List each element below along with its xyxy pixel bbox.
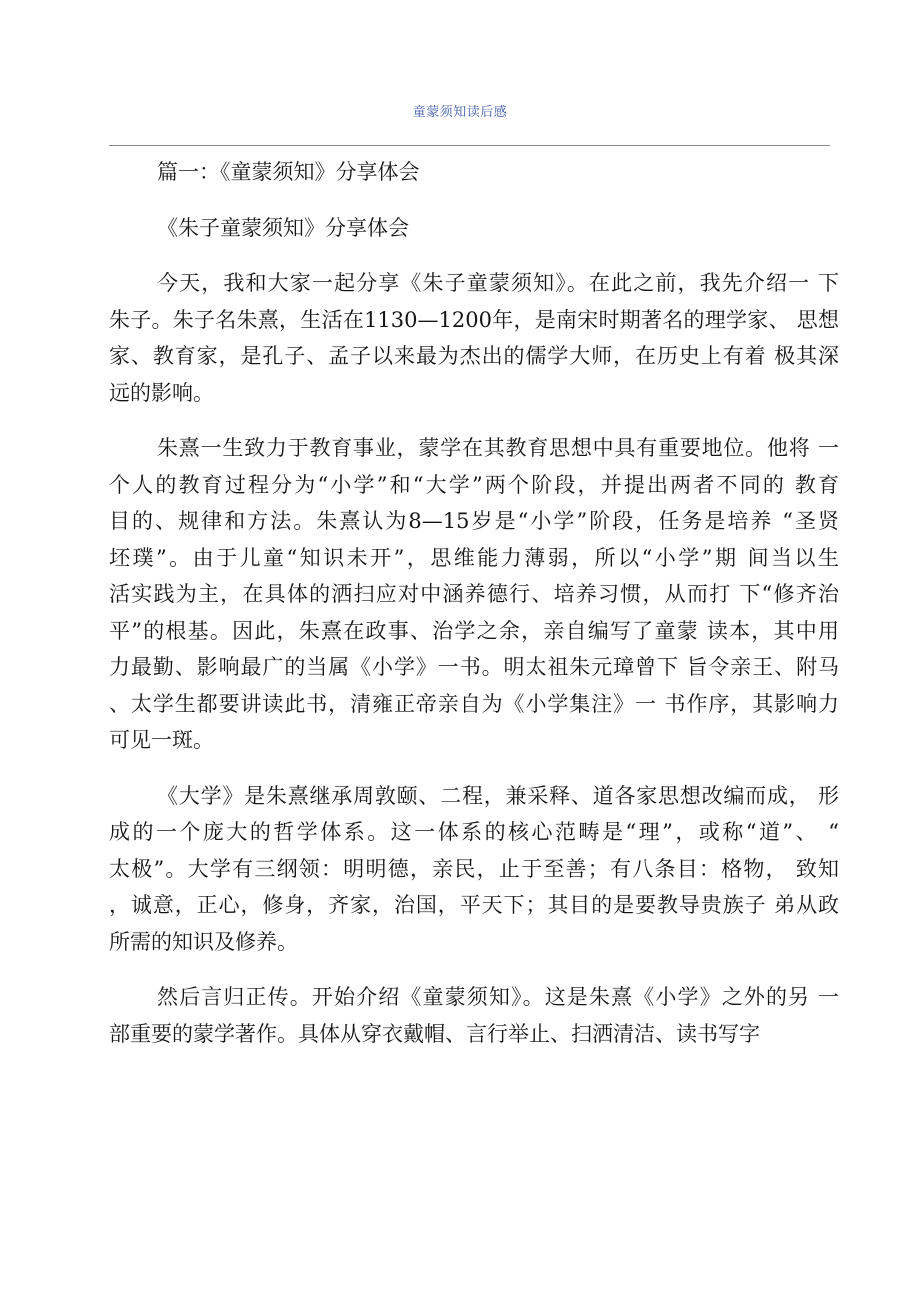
paragraph-line: 平”的根基。因此，朱熹在政事、治学之余，亲自编写了童蒙 读本，其中用 — [109, 618, 839, 643]
paragraph-line: 然后言归正传。开始介绍《童蒙须知》。这是朱熹《小学》之外的另 一 — [157, 985, 839, 1009]
paragraph-4 — [109, 979, 839, 1052]
paragraph-line: 成的一个庞大的哲学体系。这一体系的核心范畴是“理”，或称“道”、 “ — [109, 820, 839, 844]
paragraph-line: 今天，我和大家一起分享《朱子童蒙须知》。在此之前，我先介绍一 下 — [157, 271, 839, 295]
paragraph-line: 坯璞”。由于儿童“知识未开”，思维能力薄弱，所以“小学”期 间当以生 — [109, 545, 839, 570]
paragraph-line: 太极”。大学有三纲领：明明德，亲民，止于至善；有八条目：格物， 致知 — [109, 856, 839, 881]
header-divider — [109, 145, 830, 146]
paragraph-line: 力最勤、影响最广的当属《小学》一书。明太祖朱元璋曾下 旨令亲王、附马 — [109, 655, 839, 679]
paragraph-2 — [109, 430, 839, 759]
paragraph-line: 家、教育家，是孔子、孟子以来最为杰出的儒学大师，在历史上有着 极其深 — [109, 344, 839, 368]
paragraph-line: 朱子。朱子名朱熹，生活在1130—1200年，是南宋时期著名的理学家、 思想 — [109, 307, 839, 332]
paragraph-line: 个人的教育过程分为“小学”和“大学”两个阶段，并提出两者不同的 教育 — [109, 472, 839, 497]
section-title: 《朱子童蒙须知》分享体会 — [157, 215, 409, 240]
paragraph-line: ，诚意，正心，修身，齐家，治国，平天下；其目的是要教导贵族子 弟从政 — [109, 893, 839, 917]
paragraph-line: 所需的知识及修养。 — [109, 929, 298, 954]
paragraph-line: 远的影响。 — [109, 380, 214, 405]
paragraph-3 — [109, 778, 839, 961]
paragraph-line: 可见一斑。 — [109, 728, 214, 752]
chapter-title: 篇一：《童蒙须知》分享体会 — [157, 160, 420, 184]
paragraph-line: 《大学》是朱熹继承周敦颐、二程，兼采释、道各家思想改编而成， 形 — [157, 783, 839, 808]
paragraph-line: 目的、规律和方法。朱熹认为8—15岁是“小学”阶段，任务是培养 “圣贤 — [109, 509, 839, 533]
paragraph-line: 、太学生都要讲读此书，清雍正帝亲自为《小学集注》一 书作序，其影响力 — [109, 691, 839, 716]
page-header-title: 童蒙须知读后感 — [412, 105, 508, 120]
document-body — [109, 154, 839, 1052]
paragraph-line: 部重要的蒙学著作。具体从穿衣戴帽、言行举止、扫洒清洁、读书写字 — [109, 1021, 760, 1046]
paragraph-line: 朱熹一生致力于教育事业，蒙学在其教育思想中具有重要地位。他将 一 — [157, 436, 839, 460]
paragraph-1 — [109, 265, 839, 411]
paragraph-line: 活实践为主，在具体的洒扫应对中涵养德行、培养习惯，从而打 下“修齐治 — [109, 582, 839, 606]
